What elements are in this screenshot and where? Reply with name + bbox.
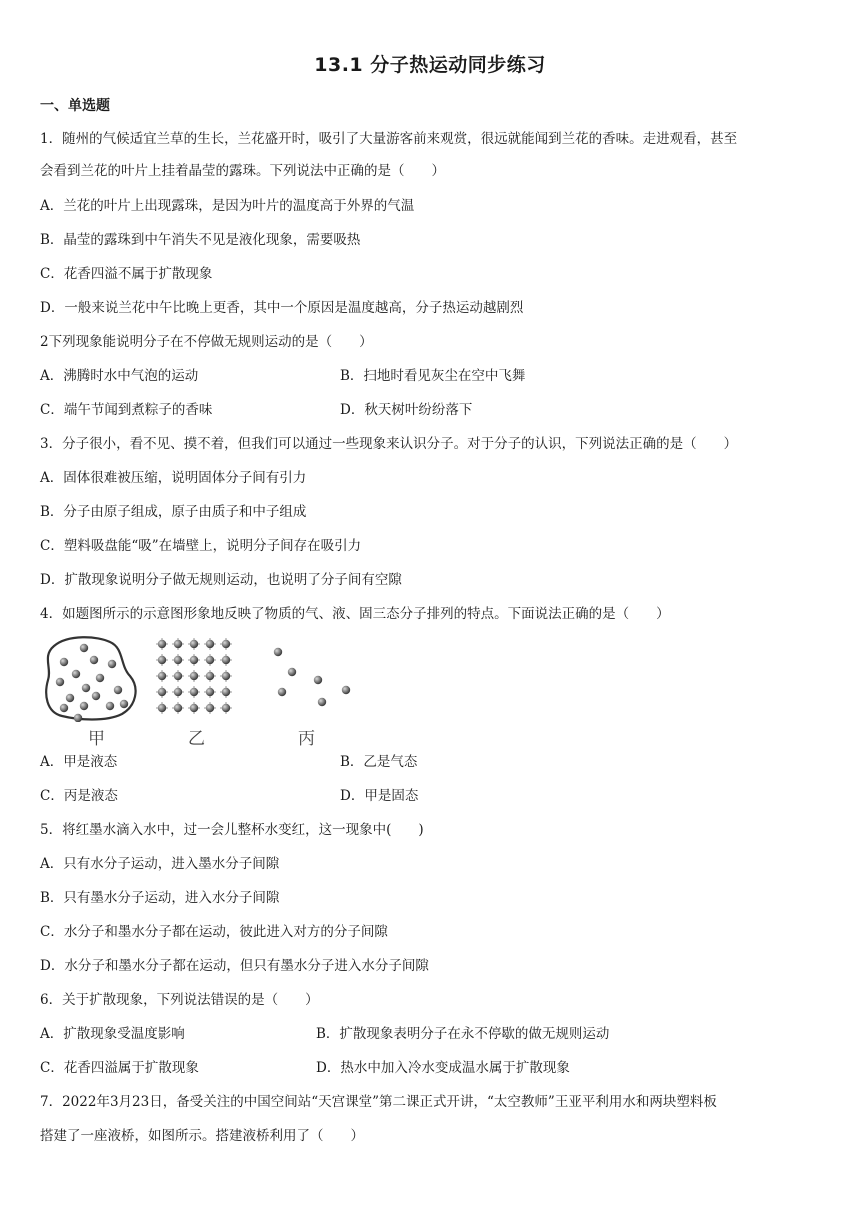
molecule-jia: [60, 658, 68, 666]
molecule-jia: [108, 660, 116, 668]
molecule-yi: [174, 672, 182, 680]
molecule-yi: [190, 704, 198, 712]
q3-option-c: C．塑料吸盘能“吸”在墙壁上，说明分子间存在吸引力: [40, 538, 362, 554]
molecule-yi: [158, 640, 166, 648]
molecule-jia: [66, 694, 74, 702]
q5-option-b: B．只有墨水分子运动，进入水分子间隙: [40, 890, 280, 906]
molecule-yi: [174, 704, 182, 712]
q2-stem: 2下列现象能说明分子在不停做无规则运动的是（ ）: [40, 334, 373, 350]
molecules-jia: [56, 644, 128, 722]
molecule-jia: [74, 714, 82, 722]
q1-option-c: C．花香四溢不属于扩散现象: [40, 266, 213, 282]
molecule-jia: [90, 656, 98, 664]
molecule-jia: [92, 692, 100, 700]
q3-option-a: A．固体很难被压缩，说明固体分子间有引力: [40, 470, 307, 486]
q6-option-d: D．热水中加入冷水变成温水属于扩散现象: [316, 1060, 570, 1076]
q1-option-b: B．晶莹的露珠到中午消失不见是液化现象，需要吸热: [40, 232, 361, 248]
molecule-jia: [82, 684, 90, 692]
molecule-yi: [158, 672, 166, 680]
q1-stem-line1: 1．随州的气候适宜兰草的生长，兰花盛开时，吸引了大量游客前来观赏，很远就能闻到兰花的香味。走进观看，甚至: [40, 131, 738, 147]
molecule-yi: [190, 688, 198, 696]
q4-option-a: A．甲是液态: [40, 754, 118, 770]
q1-option-d: D．一般来说兰花中午比晚上更香，其中一个原因是温度越高，分子热运动越剧烈: [40, 300, 524, 316]
molecule-jia: [80, 644, 88, 652]
molecule-bing: [314, 676, 322, 684]
molecule-states-figure: [40, 632, 360, 747]
q2-option-a: A．沸腾时水中气泡的运动: [40, 368, 199, 384]
q6-option-a: A．扩散现象受温度影响: [40, 1026, 185, 1042]
molecule-yi: [222, 672, 230, 680]
page-title: 13.1 分子热运动同步练习: [314, 54, 546, 76]
molecule-jia: [80, 702, 88, 710]
q2-option-d: D．秋天树叶纷纷落下: [340, 402, 473, 418]
molecule-bing: [318, 698, 326, 706]
fig-label-bing: 丙: [298, 729, 315, 749]
molecule-yi: [206, 656, 214, 664]
q4-option-b: B．乙是气态: [340, 754, 418, 770]
molecule-yi: [174, 688, 182, 696]
q5-option-a: A．只有水分子运动，进入墨水分子间隙: [40, 856, 280, 872]
molecule-bing: [278, 688, 286, 696]
q6-option-b: B．扩散现象表明分子在永不停歇的做无规则运动: [316, 1026, 610, 1042]
molecules-yi: [156, 638, 232, 714]
q6-stem: 6．关于扩散现象，下列说法错误的是（ ）: [40, 992, 319, 1008]
molecule-yi: [222, 640, 230, 648]
q7-stem-line2: 搭建了一座液桥，如图所示。搭建液桥利用了（ ）: [40, 1128, 364, 1144]
molecule-yi: [206, 672, 214, 680]
q3-option-d: D．扩散现象说明分子做无规则运动，也说明了分子间有空隙: [40, 572, 402, 588]
q1-stem-line2: 会看到兰花的叶片上挂着晶莹的露珠。下列说法中正确的是（ ）: [40, 163, 445, 179]
q3-option-b: B．分子由原子组成，原子由质子和中子组成: [40, 504, 307, 520]
molecule-yi: [174, 656, 182, 664]
molecules-bing: [274, 648, 350, 706]
q4-option-d: D．甲是固态: [340, 788, 419, 804]
fig-label-jia: 甲: [88, 729, 105, 749]
molecule-yi: [158, 704, 166, 712]
q2-option-c: C．端午节闻到煮粽子的香味: [40, 402, 213, 418]
q4-option-c: C．丙是液态: [40, 788, 118, 804]
molecule-jia: [120, 700, 128, 708]
molecule-bing: [288, 668, 296, 676]
molecule-jia: [114, 686, 122, 694]
molecule-diagram: [40, 632, 360, 722]
molecule-bing: [342, 686, 350, 694]
molecule-yi: [190, 656, 198, 664]
molecule-yi: [222, 704, 230, 712]
q5-option-c: C．水分子和墨水分子都在运动，彼此进入对方的分子间隙: [40, 924, 388, 940]
section-heading: 一、单选题: [40, 98, 110, 114]
molecule-yi: [158, 688, 166, 696]
molecule-jia: [56, 678, 64, 686]
molecule-yi: [206, 640, 214, 648]
molecule-yi: [174, 640, 182, 648]
fig-label-yi: 乙: [188, 729, 205, 749]
q5-stem: 5．将红墨水滴入水中，过一会儿整杯水变红，这一现象中( ): [40, 822, 424, 838]
molecule-yi: [222, 656, 230, 664]
q5-option-d: D．水分子和墨水分子都在运动，但只有墨水分子进入水分子间隙: [40, 958, 429, 974]
q7-stem-line1: 7．2022年3月23日，备受关注的中国空间站“天宫课堂”第二课正式开讲，“太空教师”王亚平利用水和两块塑料板: [40, 1094, 717, 1110]
molecule-jia: [96, 674, 104, 682]
molecule-yi: [190, 640, 198, 648]
molecule-jia: [60, 704, 68, 712]
molecule-jia: [106, 702, 114, 710]
q4-stem: 4．如题图所示的示意图形象地反映了物质的气、液、固三态分子排列的特点。下面说法正确的是（ ）: [40, 606, 670, 622]
molecule-yi: [190, 672, 198, 680]
q2-option-b: B．扫地时看见灰尘在空中飞舞: [340, 368, 526, 384]
molecule-yi: [206, 688, 214, 696]
molecule-yi: [158, 656, 166, 664]
q6-option-c: C．花香四溢属于扩散现象: [40, 1060, 199, 1076]
molecule-bing: [274, 648, 282, 656]
molecule-jia: [72, 670, 80, 678]
molecule-yi: [222, 688, 230, 696]
q1-option-a: A．兰花的叶片上出现露珠，是因为叶片的温度高于外界的气温: [40, 198, 415, 214]
molecule-yi: [206, 704, 214, 712]
q3-stem: 3．分子很小，看不见、摸不着，但我们可以通过一些现象来认识分子。对于分子的认识，下列说法正确的是（ ）: [40, 436, 738, 452]
